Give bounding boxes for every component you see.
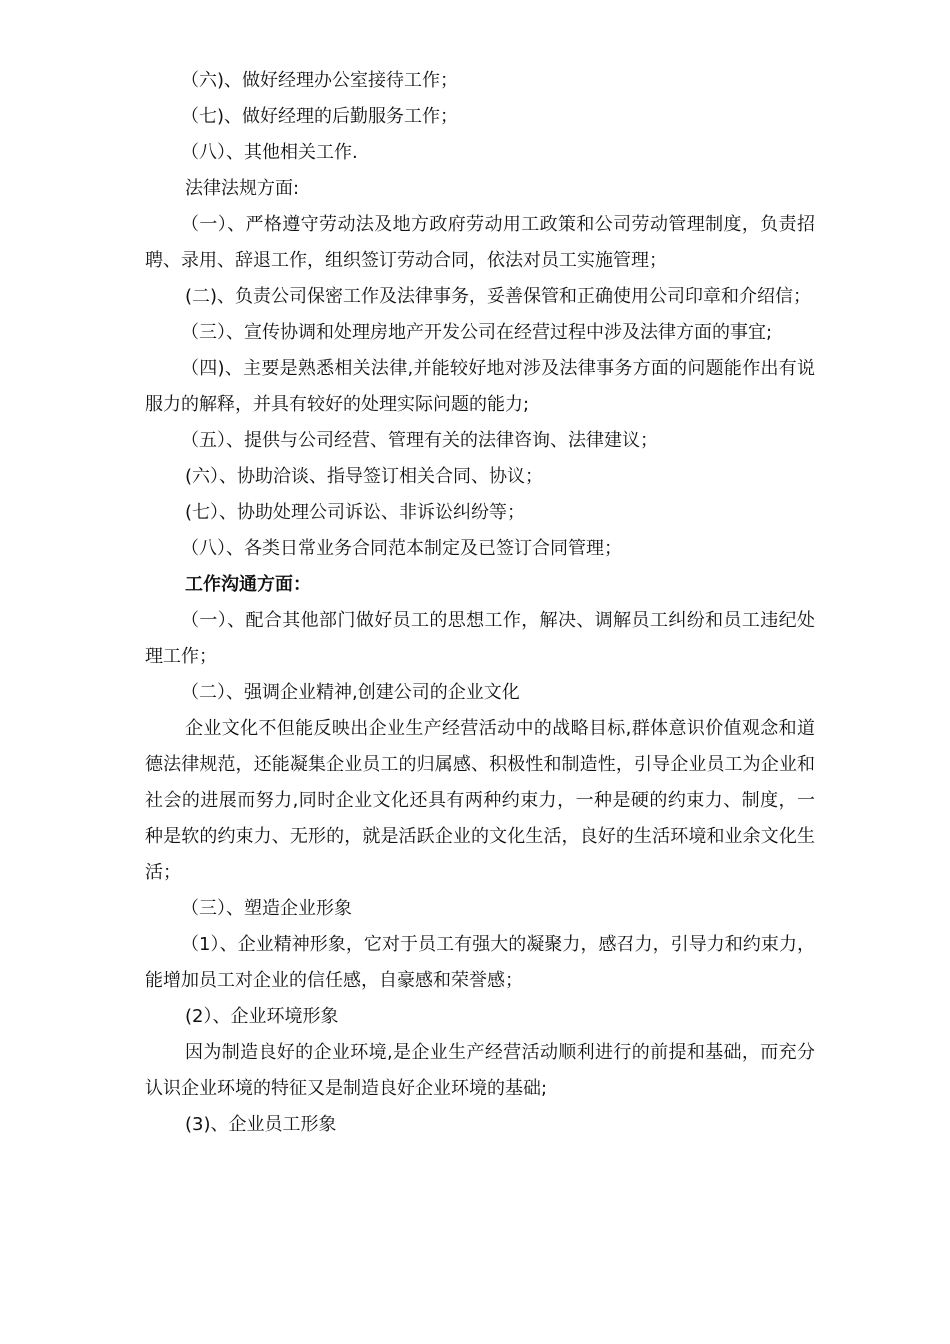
paragraph: （八）、其他相关工作. <box>181 142 358 163</box>
paragraph: (二)、负责公司保密工作及法律事务，妥善保管和正确使用公司印章和介绍信； <box>185 286 812 307</box>
paragraph: （八）、各类日常业务合同范本制定及已签订合同管理； <box>181 538 622 559</box>
paragraph: (六）、协助洽谈、指导签订相关合同、协议； <box>185 466 544 487</box>
paragraph: （五）、提供与公司经营、管理有关的法律咨询、法律建议； <box>181 430 658 451</box>
paragraph: （四)、主要是熟悉相关法律,并能较好地对涉及法律事务方面的问题能作出有说服力的解释，并具有较好的处理实际问题的能力; <box>145 358 815 415</box>
paragraph: 企业文化不但能反映出企业生产经营活动中的战略目标,群体意识价值观念和道德法律规范，还能凝集企业员工的归属感、积极性和制造性，引导企业员工为企业和社会的进展而努力,同时企业文化还具有两种约束力，一种是硬的约束力、制度，一种是软的约束力、无形的，就是活跃企业的文化生活，良好的生活环境和业余文化生活； <box>145 718 815 883</box>
paragraph: （七)、做好经理的后勤服务工作； <box>181 106 459 127</box>
paragraph: （一）、严格遵守劳动法及地方政府劳动用工政策和公司劳动管理制度，负责招聘、录用、辞退工作，组织签订劳动合同，依法对员工实施管理； <box>145 214 815 271</box>
document-body <box>145 63 815 1143</box>
section-heading: 工作沟通方面： <box>185 574 311 595</box>
paragraph: (七）、协助处理公司诉讼、非诉讼纠纷等； <box>185 502 526 523</box>
paragraph: （二）、强调企业精神,创建公司的企业文化 <box>181 682 520 703</box>
paragraph: 因为制造良好的企业环境,是企业生产经营活动顺利进行的前提和基础，而充分认识企业环境的特征又是制造良好企业环境的基础; <box>145 1042 815 1099</box>
section-heading: 法律法规方面: <box>185 178 300 199</box>
paragraph: （一）、配合其他部门做好员工的思想工作，解决、调解员工纠纷和员工违纪处理工作； <box>145 610 815 667</box>
paragraph: (2）、企业环境形象 <box>185 1006 339 1027</box>
paragraph: （三）、塑造企业形象 <box>181 898 352 919</box>
paragraph: （六)、做好经理办公室接待工作； <box>181 70 459 91</box>
paragraph: （三）、宣传协调和处理房地产开发公司在经营过程中涉及法律方面的事宜; <box>181 322 773 343</box>
paragraph: （1）、企业精神形象，它对于员工有强大的凝聚力，感召力，引导力和约束力，能增加员工对企业的信任感，自豪感和荣誉感； <box>145 934 815 991</box>
paragraph: (3)、企业员工形象 <box>185 1114 337 1135</box>
